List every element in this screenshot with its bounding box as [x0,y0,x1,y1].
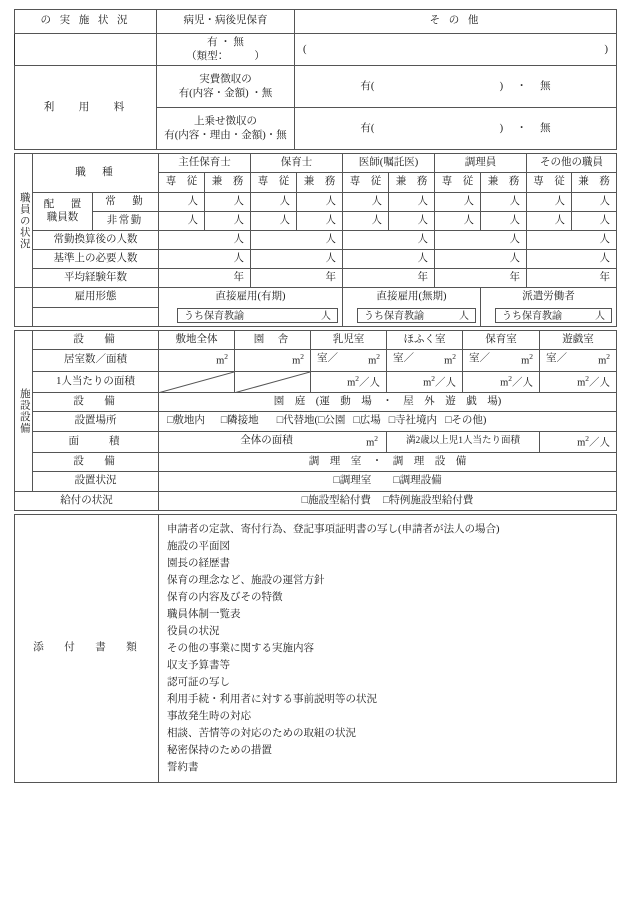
cell-hijoukin-shunin-senju[interactable] [159,211,205,230]
setsubi-label-text: 設 備 [73,456,120,468]
sonota-paren-close: ) [604,43,608,55]
cell-koyou-type-1-sub[interactable] [343,307,481,326]
jobtype-4-label: その他の職員 [540,157,603,169]
unit-nin: 人 [233,195,244,207]
cell-setchi-basho-label [33,412,159,431]
unit-m2-per-person: $m^2/$人 [577,433,610,449]
cell-joukin-sonota-senju[interactable] [527,192,572,211]
cell-room-2-name [311,330,387,349]
unit-nen: 年 [599,272,610,284]
table-row-entei-setsubi [15,393,617,412]
cell-kanzan-chouri[interactable] [435,230,527,249]
checkbox-rinsetsuchi[interactable]: □隣接地 [220,415,259,427]
cell-joukin-shunin-kenmu[interactable] [205,192,251,211]
cell-entei-value [159,393,617,412]
koyou-type-1-title: 直接雇用(無期) [376,291,447,303]
cell-staff-side-spacer [15,288,33,326]
room-name: 乳児室 [332,333,365,345]
shokushu-label-text: 職 種 [75,166,116,178]
cell-kanzan-hoikushi[interactable] [251,230,343,249]
uwanose-value-open: 有( [360,122,375,134]
table-row-koyou-sub [15,307,617,326]
cell-kanzan-shunin[interactable] [159,230,251,249]
unit-nen: 年 [417,272,428,284]
cell-sub-senju-0 [159,173,205,192]
unit-nin: 人 [417,253,428,265]
sub-col-label: 専 従 [257,176,290,188]
staff-side-label-text: 職員の状況 [18,192,30,250]
attachment-item: 利用手続・利用者に対する事前説明等の状況 [167,693,377,705]
jippi-value-middot: ・ [516,80,527,92]
cell-room-0-name [159,330,235,349]
attachment-item: 申請者の定款、寄付行為、登記事項証明書の写し(申請者が法人の場合) [167,523,500,535]
koyou-type-2-sub-unit: 人 [595,311,605,323]
cell-sub-senju-3 [435,173,481,192]
cell-room-2-area[interactable] [311,349,387,371]
table-row-job-types [15,154,617,173]
checkbox-daitaichi[interactable]: □代替地(□公園 [276,415,346,427]
koyou-type-0-sub-label: うち保育教諭 [184,311,244,323]
kanzan-label-text: 常勤換算後の人数 [53,233,138,245]
setsubi-label-text: 設 備 [73,396,120,408]
cell-koyou-type-2-sub[interactable] [481,307,617,326]
cell-hijoukin-chouri-kenmu[interactable] [481,211,527,230]
unit-nin: 人 [554,195,565,207]
jisshi-label-text: の 実 施 状 況 [40,15,131,27]
sub-col-label: 兼 務 [211,176,244,188]
table-jisshi-riyouryou [14,9,617,150]
cell-menseki-per-label [387,431,540,453]
cell-setsubi-label-3 [33,453,159,472]
cell-kyuufu-label [15,491,159,510]
sub-col-label: 専 従 [165,176,198,188]
cell-room-3-area[interactable] [387,349,463,371]
unit-nin: 人 [417,195,428,207]
cell-sonota-value[interactable] [295,34,617,66]
unit-nin: 人 [599,214,610,226]
cell-room-4-name [463,330,540,349]
cell-jisshi-label [15,10,157,34]
haichi-label-line1: 配 置 [43,198,85,210]
table-row-menseki [15,431,617,453]
cell-heikin-ishi[interactable] [343,269,435,288]
cell-jippi-value[interactable] [295,66,617,108]
heikin-label-text: 平均経験年数 [64,272,127,284]
koyou-type-1-sub-unit: 人 [459,311,469,323]
cell-hijoukin-chouri-senju[interactable] [435,211,481,230]
cell-room-1-name [235,330,311,349]
cell-room-2-per-person[interactable] [311,371,387,393]
unit-nin: 人 [554,214,565,226]
cell-uwanose-label [157,108,295,150]
table-row-kanzan [15,230,617,249]
cell-kijun-sonota[interactable] [527,250,617,269]
cell-sub-senju-4 [527,173,572,192]
unit-nin: 人 [233,253,244,265]
cell-kanzan-label [33,230,159,249]
setchi-joukyou-label-text: 設置状況 [74,475,117,487]
unit-nin: 人 [509,233,520,245]
table-row-tenpu [15,514,617,782]
cell-hijoukin-ishi-senju[interactable] [343,211,389,230]
cell-staff-side-label [15,154,33,288]
jobtype-3-label: 調理員 [464,157,497,169]
attachment-item: 誓約書 [167,761,199,773]
checkbox-chourishitsu[interactable]: □調理室 [333,475,372,487]
cell-koyou-label [33,288,159,307]
cell-setsubi-label-2 [33,393,159,412]
unit-nen: 年 [325,272,336,284]
attachment-item: 秘密保持のための措置 [167,744,272,756]
sub-col-label: 兼 務 [578,176,610,188]
cell-jisshi-blank [15,34,157,66]
unit-nin: 人 [509,253,520,265]
cell-room-1-per-person [235,371,311,393]
jobtype-1-label: 保育士 [280,157,313,169]
byouji-ruikei: （類型： ） [186,50,265,62]
joukin-label-text: 常 勤 [105,195,146,207]
unit-nin: 人 [187,195,198,207]
chouri-value-text: 調 理 室 ・ 調 理 設 備 [308,456,467,468]
cell-kanzan-ishi[interactable] [343,230,435,249]
room-name: 敷地全体 [175,333,218,345]
jobtype-2-label: 医師(嘱託医) [358,157,419,169]
jippi-value-close: ) [499,80,504,92]
attachment-item: 収支予算書等 [167,659,230,671]
unit-nin: 人 [509,195,520,207]
attachment-item: 職員体制一覧表 [167,608,241,620]
cell-setchi-joukyou-options [159,472,617,491]
kijun-label-text: 基準上の必要人数 [53,253,138,265]
unit-nin: 人 [325,214,336,226]
unit-nin: 人 [233,214,244,226]
facility-side-label-text: 施設設備 [18,387,30,434]
unit-nin: 人 [599,195,610,207]
diagonal-strike-icon [235,372,310,393]
cell-kyuufu-options [159,491,617,510]
sub-col-label: 兼 務 [303,176,336,188]
jippi-value-open: 有( [360,80,375,92]
room-name: 園 舎 [253,333,290,345]
unit-nin: 人 [371,195,382,207]
cell-kijun-ishi[interactable] [343,250,435,269]
checkbox-chourisetsubi[interactable]: □調理設備 [393,475,442,487]
unit-nin: 人 [509,214,520,226]
table-row-koyou-title [15,288,617,307]
table-row-hijoukin [15,211,617,230]
cell-setchi-joukyou-label [33,472,159,491]
unit-m2: $m^2$ [366,433,378,449]
attachment-item: 保育の理念など、施設の運営方針 [167,574,325,586]
cell-joukin-sonota-kenmu[interactable] [572,192,617,211]
sub-col-label: 兼 務 [487,176,520,188]
cell-jobtype-sonota [527,154,617,173]
cell-hijoukin-sonota-senju[interactable] [527,211,572,230]
unit-nin: 人 [371,214,382,226]
sub-col-label: 専 従 [349,176,382,188]
table-tenpu [14,514,617,783]
unit-nin: 人 [599,233,610,245]
cell-room-4-per-person[interactable] [463,371,540,393]
attachment-item: 施設の平面図 [167,540,230,552]
cell-hijoukin-shunin-kenmu[interactable] [205,211,251,230]
cell-koyou-type-2-title [481,288,617,307]
tenpu-label-text: 添 付 書 類 [33,642,142,654]
table-row-setchi-joukyou [15,472,617,491]
menseki-per-label-text: 満2歳以上児1人当たり面積 [405,436,520,447]
checkbox-shikichinai[interactable]: □敷地内 [167,415,205,427]
unit-m2-per-person: $m^2/$人 [347,373,380,388]
cell-sub-kenmu-1 [297,173,343,192]
cell-uwanose-value[interactable] [295,108,617,150]
cell-jobtype-ishi [343,154,435,173]
jippi-value-nashi: 無 [540,80,551,92]
unit-nin: 人 [463,195,474,207]
unit-nin: 人 [279,214,290,226]
cell-hijoukin-label [93,211,159,230]
attachment-item: 事故発生時の対応 [167,710,251,722]
riyouryou-label-text: 利 用 料 [43,101,132,113]
cell-menseki-per-value[interactable] [540,431,617,453]
cell-byouji-header [157,10,295,34]
table-row-per-person [15,371,617,393]
unit-shitsu-m2: 室／ $m^2$ [317,351,380,367]
cell-joukin-hoikushi-kenmu[interactable] [297,192,343,211]
cell-jobtype-hoikushi [251,154,343,173]
cell-room-4-area[interactable] [463,349,540,371]
checkbox-sonota[interactable]: □その他) [445,415,487,427]
byouji-arinashi: 有 ・ 無 [207,37,244,48]
cell-tenpu-label [15,514,159,782]
cell-jippi-label [157,66,295,108]
attachment-item: 認可証の写し [167,676,230,688]
jippi-label-line2: 有(内容・金額) ・無 [178,87,273,99]
cell-setchi-basho-options [159,412,617,431]
uwanose-label-line1: 上乗せ徴収の [194,116,257,128]
cell-heikin-hoikushi[interactable] [251,269,343,288]
uwanose-value-close: ) [499,122,504,134]
hijoukin-label-text: 非常勤 [106,214,143,226]
cell-joukin-hoikushi-senju[interactable] [251,192,297,211]
table-row-jisshi-header [15,10,617,34]
sub-col-label: 専 従 [441,176,474,188]
cell-setsubi-label-1 [33,330,159,349]
cell-room-5-per-person[interactable] [540,371,617,393]
uwanose-value-middot: ・ [516,122,527,134]
unit-m2-per-person: $m^2/$人 [577,373,610,388]
unit-nin: 人 [599,253,610,265]
attachment-item: 相談、苦情等の対応のための取組の状況 [167,727,356,739]
cell-chouri-value [159,453,617,472]
checkbox-kouen[interactable]: □広場 [353,415,381,427]
unit-nin: 人 [463,214,474,226]
unit-nin: 人 [325,195,336,207]
unit-nin: 人 [279,195,290,207]
jobtype-0-label: 主任保育士 [178,157,231,169]
cell-hijoukin-hoikushi-kenmu[interactable] [297,211,343,230]
unit-nin: 人 [325,253,336,265]
cell-kijun-label [33,250,159,269]
unit-shitsu-m2: 室／ $m^2$ [469,351,533,367]
menseki-zentai-label: 全体の面積 [240,434,293,446]
cell-kyoshitsu-label [33,349,159,371]
unit-nin: 人 [325,233,336,245]
attachment-list [159,515,616,782]
menseki-label-text: 面 積 [68,435,123,447]
table-row-kyuufu [15,491,617,510]
checkbox-shisetsugata-kyuufuhi[interactable]: □施設型給付費 [301,494,371,506]
table-row-setchi-basho [15,412,617,431]
koyou-label-text: 雇用形態 [74,291,117,303]
cell-room-0-area[interactable] [159,349,235,371]
cell-joukin-ishi-kenmu[interactable] [389,192,435,211]
table-row-joukin [15,192,617,211]
cell-kijun-hoikushi[interactable] [251,250,343,269]
koyou-type-2-sub-label: うち保育教諭 [502,311,562,323]
cell-room-1-area[interactable] [235,349,311,371]
uwanose-label-line2: 有(内容・理由・金額)・無 [164,129,287,141]
cell-per-person-label [33,371,159,393]
koyou-type-0-title: 直接雇用(有期) [215,291,286,303]
cell-kijun-chouri[interactable] [435,250,527,269]
room-name: 保育室 [485,333,517,345]
koyou-type-2-title: 派遣労働者 [522,291,575,303]
unit-nen: 年 [509,272,520,284]
sonota-paren-open: ( [303,43,307,55]
unit-nen: 年 [233,272,244,284]
unit-nin: 人 [417,214,428,226]
per-person-label-text: 1人当たりの面積 [56,375,135,387]
unit-nin: 人 [233,233,244,245]
cell-room-3-per-person[interactable] [387,371,463,393]
cell-joukin-chouri-senju[interactable] [435,192,481,211]
cell-room-5-area[interactable] [540,349,617,371]
unit-shitsu-m2: 室／ $m^2$ [393,351,456,367]
unit-m2-per-person: $m^2/$人 [423,373,456,388]
jippi-label-line1: 実費徴収の [199,74,252,86]
cell-koyou-label-spacer [33,307,159,326]
sub-col-label: 専 従 [533,176,565,188]
cell-tenpu-list [159,514,617,782]
cell-kanzan-sonota[interactable] [527,230,617,249]
cell-menseki-label [33,431,159,453]
kyuufu-label-text: 給付の状況 [60,494,113,506]
cell-sub-senju-1 [251,173,297,192]
unit-nin: 人 [417,233,428,245]
table-row-kijun [15,250,617,269]
cell-koyou-type-0-title [159,288,343,307]
cell-sub-senju-2 [343,173,389,192]
cell-koyou-type-1-title [343,288,481,307]
cell-kijun-shunin[interactable] [159,250,251,269]
unit-m2: $m^2$ [216,351,228,367]
cell-menseki-zentai[interactable] [159,431,387,453]
diagonal-strike-icon [159,372,234,393]
attachment-item: その他の事業に関する実施内容 [167,642,314,654]
cell-jobtype-shunin [159,154,251,173]
sonota-header-text: そ の 他 [429,15,482,27]
byouji-header-text: 病児・病後児保育 [183,15,268,27]
cell-haichi-label [33,192,93,230]
cell-hijoukin-hoikushi-senju[interactable] [251,211,297,230]
cell-koyou-type-0-sub[interactable] [159,307,343,326]
cell-joukin-ishi-senju[interactable] [343,192,389,211]
cell-facility-side-label [15,330,33,491]
setsubi-label-text: 設 備 [73,333,120,345]
attachment-item: 園長の経歴書 [167,557,230,569]
cell-sub-kenmu-4 [572,173,617,192]
uwanose-value-nashi: 無 [540,122,551,134]
cell-room-5-name [540,330,617,349]
cell-joukin-chouri-kenmu[interactable] [481,192,527,211]
table-row-heikin [15,269,617,288]
table-facility [14,330,617,511]
unit-nin: 人 [187,214,198,226]
cell-hijoukin-sonota-kenmu[interactable] [572,211,617,230]
unit-shitsu-m2: 室／ $m^2$ [546,351,610,367]
cell-heikin-shunin[interactable] [159,269,251,288]
setchi-basho-label-text: 設置場所 [74,415,117,427]
cell-hijoukin-ishi-kenmu[interactable] [389,211,435,230]
table-row-jisshi-value [15,34,617,66]
cell-heikin-sonota[interactable] [527,269,617,288]
table-row-jippi [15,66,617,108]
koyou-type-1-sub-label: うち保育教諭 [364,311,424,323]
table-row-setsubi-rooms [15,330,617,349]
sub-col-label: 兼 務 [395,176,428,188]
unit-m2-per-person: $m^2/$人 [500,373,533,388]
cell-shokushu-label [33,154,159,192]
room-name: ほふく室 [403,333,446,345]
table-row-chouri-setsubi [15,453,617,472]
cell-byouji-value[interactable] [157,34,295,66]
cell-jobtype-chouriin [435,154,527,173]
attachment-item: 保育の内容及びその特徴 [167,591,283,603]
cell-sub-kenmu-3 [481,173,527,192]
koyou-type-0-sub-unit: 人 [321,311,331,323]
table-staff [14,153,617,326]
cell-sub-kenmu-0 [205,173,251,192]
cell-riyouryou-label [15,66,157,150]
haichi-label-line2: 職員数 [46,212,79,224]
cell-joukin-shunin-senju[interactable] [159,192,205,211]
entei-value-text: 園 庭 (運 動 場 ・ 屋 外 遊 戯 場) [273,396,502,408]
checkbox-tokurei-shisetsugata-kyuufuhi[interactable]: □特例施設型給付費 [383,494,474,506]
cell-sonota-header [295,10,617,34]
attachment-item: 役員の状況 [167,625,220,637]
kyoshitsu-label-text: 居室数／面積 [64,354,127,366]
cell-heikin-label [33,269,159,288]
cell-room-3-name [387,330,463,349]
checkbox-hiroba[interactable]: □寺社境内 [388,415,438,427]
unit-m2: $m^2$ [292,351,304,367]
table-row-kyoshitsu [15,349,617,371]
room-name: 遊戯室 [562,333,594,345]
cell-heikin-chouri[interactable] [435,269,527,288]
cell-room-0-per-person [159,371,235,393]
cell-joukin-label [93,192,159,211]
cell-sub-kenmu-2 [389,173,435,192]
